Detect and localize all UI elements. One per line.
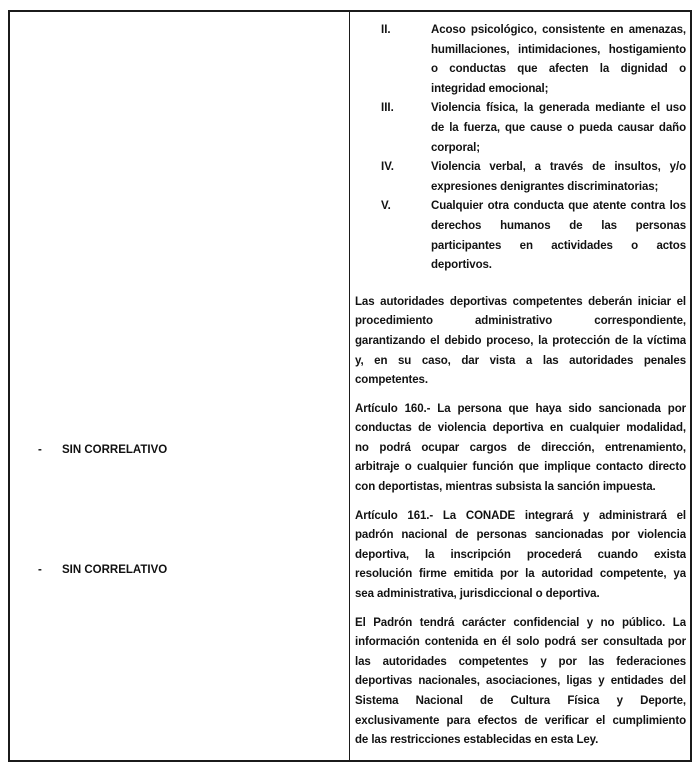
text-line: expresiones denigrantes discriminatorias; (431, 180, 659, 193)
text-line: Artículo 160.- La persona que haya sido sancionada por (355, 402, 686, 415)
numbered-clause (355, 197, 686, 275)
text-line: Cualquier otra conducta que atente contra los (431, 200, 686, 213)
text-line: derechos humanos de las personas (431, 219, 686, 232)
text-line: las autoridades competentes y por las federaciones (355, 655, 686, 668)
paragraph (355, 507, 686, 605)
text-line: arbitraje o cualquier función que implique contacto directo (355, 461, 686, 474)
clause-numeral: II. (381, 24, 391, 36)
text-line: Las autoridades deportivas competentes deberán iniciar el (355, 295, 686, 308)
text-line: Artículo 161.- La CONADE integrará y administrará el (355, 509, 686, 522)
sin-correlativo-item (38, 443, 167, 458)
text-line: y, en su caso, dar vista a las autoridades penales (355, 354, 686, 367)
text-line: Acoso psicológico, consistente en amenazas, (431, 24, 686, 36)
paragraph (355, 614, 686, 751)
left-column-cell (10, 12, 350, 760)
text-line: de las restricciones establecidas en esta Ley. (355, 734, 599, 747)
text-line: padrón nacional de personas sancionadas por violencia (355, 529, 686, 542)
text-line: sea administrativa, jurisdiccional o deportiva. (355, 588, 600, 601)
text-line: no podrá ocupar cargos de dirección, entrenamiento, (355, 441, 686, 454)
paragraph (355, 400, 686, 498)
text-line: humillaciones, intimidaciones, hostigamiento (431, 43, 686, 56)
clause-numeral: V. (381, 200, 391, 213)
text-line: con deportistas, mientras subsista la sanción impuesta. (355, 481, 656, 494)
text-line: corporal; (431, 141, 480, 154)
dash-bullet: - (38, 564, 42, 576)
numbered-clause (355, 21, 686, 99)
text-line: garantizando el debido proceso, la protección de la víctima (355, 334, 686, 347)
text-line: Violencia física, la generada mediante el uso (431, 102, 686, 115)
text-line: Sistema Nacional de Cultura Física y Deporte, (355, 695, 686, 707)
paragraph (355, 293, 686, 391)
text-line: deportivos. (431, 259, 492, 272)
text-line: competentes. (355, 374, 428, 387)
text-line: resolución firme emitida por la autoridad competente, ya (355, 568, 686, 581)
numbered-clause (355, 99, 686, 158)
text-line: información contenida en él solo podrá ser consultada por (355, 636, 686, 649)
text-line: participantes en actividades o actos (431, 239, 686, 252)
clause-numeral: IV. (381, 161, 395, 174)
text-line: procedimiento administrativo correspondiente, (355, 315, 686, 328)
right-column-cell (350, 12, 690, 760)
comparison-table (8, 10, 692, 762)
text-line: conductas de violencia deportiva en cualquier modalidad, (355, 422, 686, 435)
text-line: Violencia verbal, a través de insultos, y/o (431, 161, 686, 174)
text-line: o conductas que afecten la dignidad o (431, 63, 686, 76)
sin-correlativo-label: SIN CORRELATIVO (62, 444, 168, 456)
numbered-clause (355, 158, 686, 197)
text-line: El Padrón tendrá carácter confidencial y no público. La (355, 616, 686, 629)
text-line: deportivas nacionales, asociaciones, ligas y entidades del (355, 675, 686, 688)
clause-numeral: III. (381, 102, 394, 115)
text-line: deportiva, la inscripción procederá cuando exista (355, 548, 686, 561)
sin-correlativo-label: SIN CORRELATIVO (62, 564, 168, 576)
text-line: de la fuerza, que cause o pueda causar daño (431, 121, 686, 134)
text-line: exclusivamente para efectos de verificar el cumplimiento (355, 714, 686, 727)
text-line: integridad emocional; (431, 82, 549, 95)
sin-correlativo-item (38, 563, 167, 578)
dash-bullet: - (38, 444, 42, 456)
